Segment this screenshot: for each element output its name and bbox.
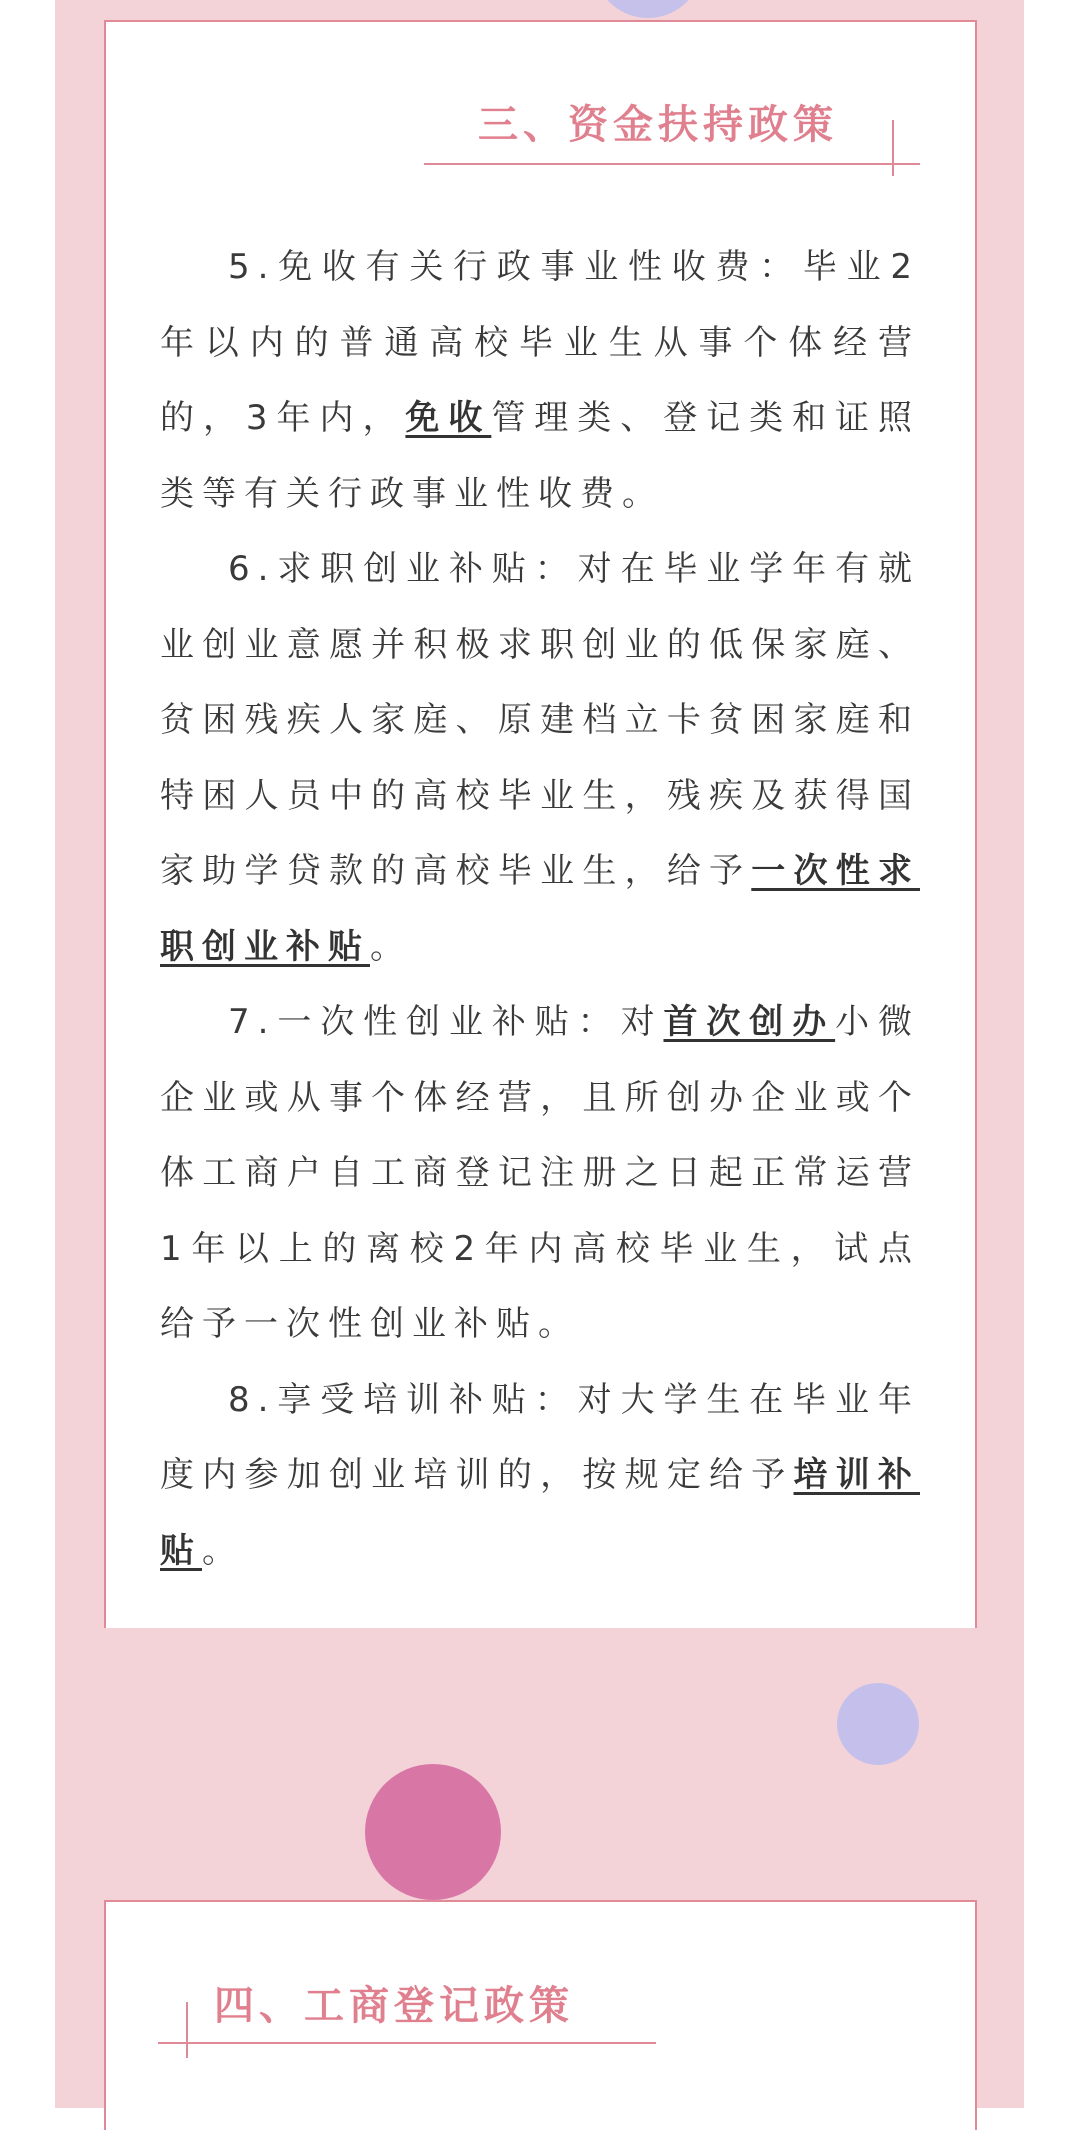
highlight-text: 首次创办 (663, 1002, 836, 1042)
policy-item-6: 6.求职创业补贴：对在毕业学年有就业创业意愿并积极求职创业的低保家庭、贫困残疾人家庭、原建档立卡贫困家庭和特困人员中的高校毕业生，残疾及获得国家助学贷款的高校毕业生，给予一次性求职创业补贴。 (160, 549, 921, 967)
highlight-text: 一次性求职创业补贴 (160, 851, 921, 967)
title-tick (186, 2002, 188, 2058)
highlight-text: 免收 (405, 398, 492, 438)
policy-item-8: 8.享受培训补贴：对大学生在毕业年度内参加创业培训的，按规定给予培训补贴。 (160, 1379, 921, 1571)
title-underline (424, 163, 920, 165)
section-title-registration: 四、工商登记政策 (214, 1983, 574, 2029)
page-margin-left (0, 0, 55, 2108)
highlight-text: 培训补贴 (160, 1455, 921, 1571)
decor-circle-lavender (837, 1683, 919, 1765)
page-margin-right (1024, 0, 1079, 2108)
section-title-funding: 三、资金扶持政策 (478, 102, 838, 148)
title-tick (892, 120, 894, 176)
policy-item-7: 7.一次性创业补贴：对首次创办小微企业或从事个体经营，且所创办企业或个体工商户自工商登记注册之日起正常运营1年以上的离校2年内高校毕业生，试点给予一次性创业补贴。 (160, 1002, 921, 1344)
policy-item-5: 5.免收有关行政事业性收费：毕业2年以内的普通高校毕业生从事个体经营的，3年内，免收管理类、登记类和证照类等有关行政事业性收费。 (160, 247, 921, 514)
title-underline (158, 2042, 656, 2044)
funding-policy-text (160, 230, 920, 1589)
decor-circle-magenta (365, 1764, 501, 1900)
